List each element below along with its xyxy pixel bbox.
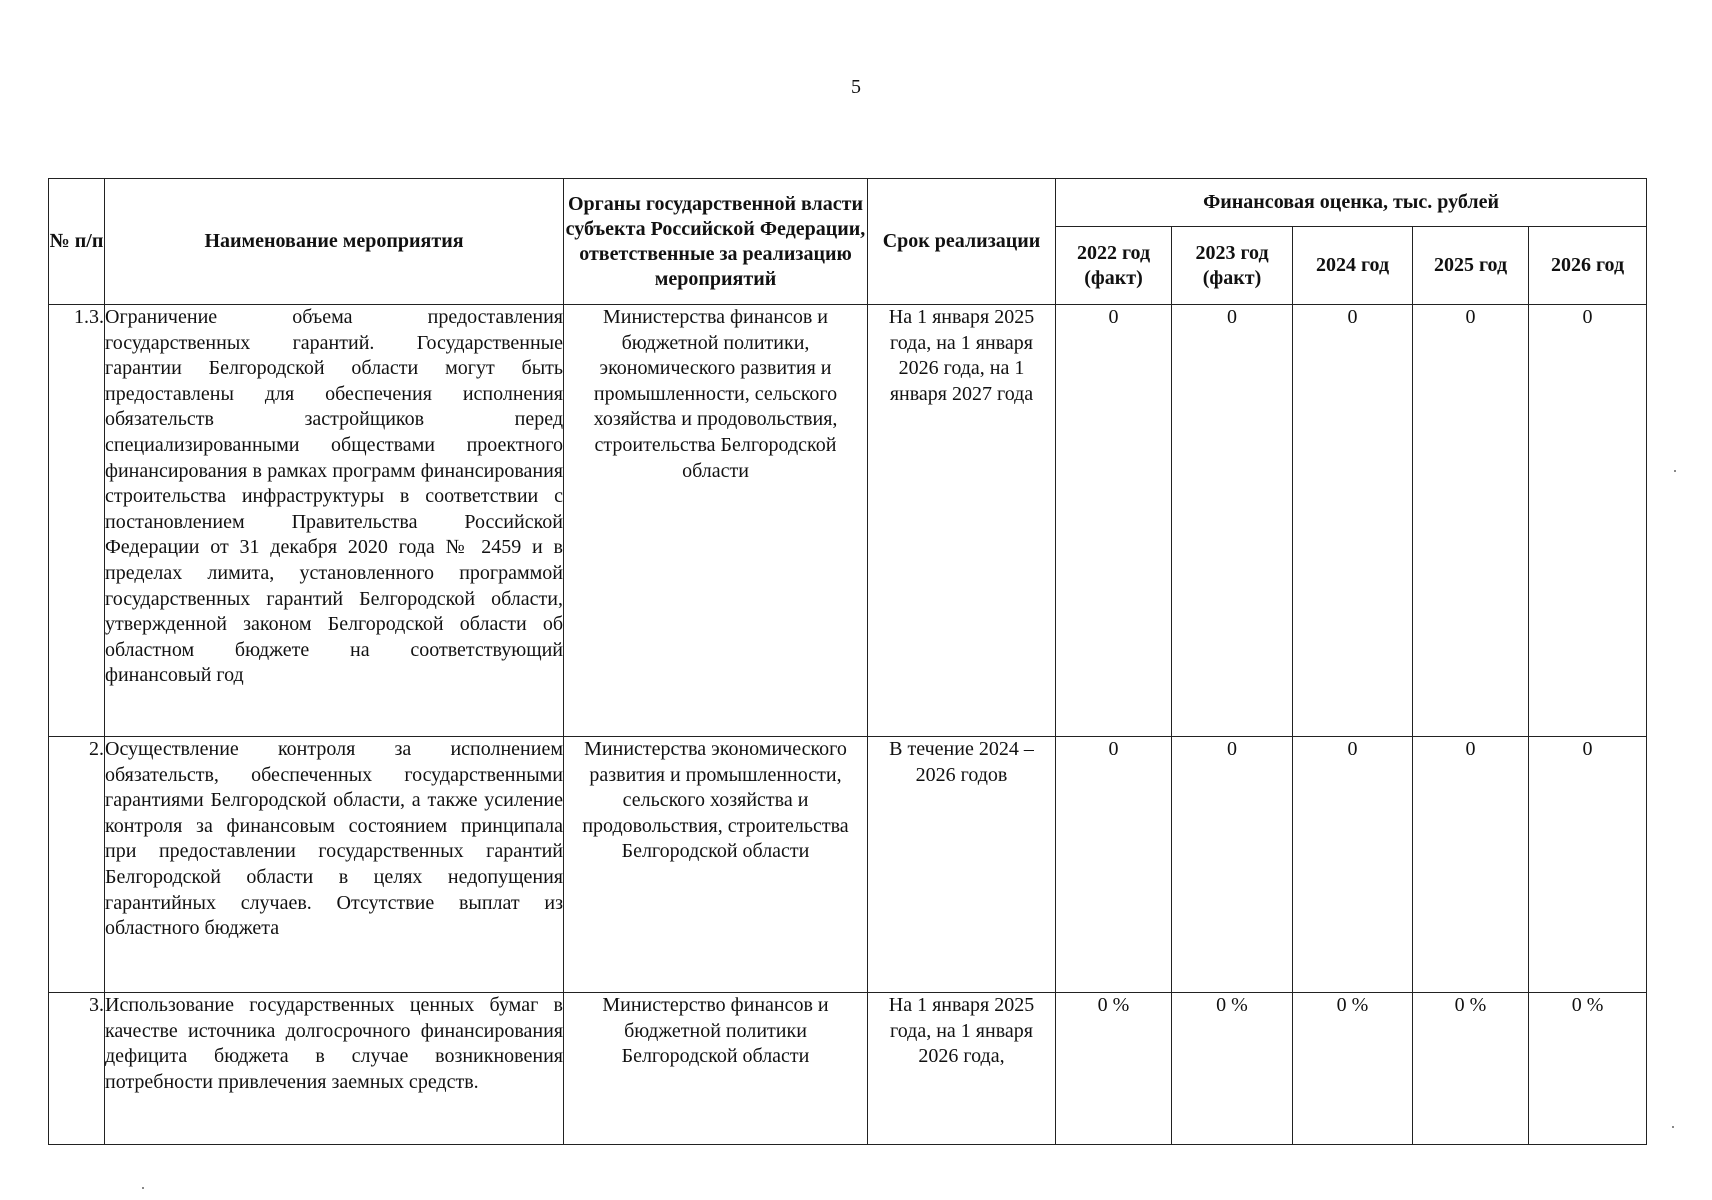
row-value-2026: 0 <box>1529 305 1647 737</box>
header-year-2024: 2024 год <box>1293 227 1413 305</box>
row-term: На 1 января 2025 года, на 1 января 2026 года, <box>868 993 1056 1145</box>
header-year-2026: 2026 год <box>1529 227 1647 305</box>
row-value-2024: 0 % <box>1293 993 1413 1145</box>
row-value-2024: 0 <box>1293 305 1413 737</box>
row-value-2023: 0 <box>1172 737 1293 993</box>
row-measure-name: Использование государственных ценных бумаг в качестве источника долгосрочного финансирования дефицита бюджета в случае возникновения потребности привлечения заемных средств. <box>105 993 564 1145</box>
scan-speck <box>1672 1126 1674 1128</box>
row-value-2023: 0 % <box>1172 993 1293 1145</box>
row-num: 1.3. <box>49 305 105 737</box>
row-value-2025: 0 % <box>1413 993 1529 1145</box>
scan-speck <box>142 1187 144 1189</box>
row-value-2026: 0 <box>1529 737 1647 993</box>
header-finance: Финансовая оценка, тыс. рублей <box>1056 179 1647 227</box>
row-term: В течение 2024 – 2026 годов <box>868 737 1056 993</box>
row-value-2022: 0 <box>1056 737 1172 993</box>
row-value-2025: 0 <box>1413 737 1529 993</box>
table-row <box>49 305 1647 737</box>
header-org: Органы государственной власти субъекта Российской Федерации, ответственные за реализацию мероприятий <box>564 179 868 305</box>
table-row <box>49 993 1647 1145</box>
row-value-2024: 0 <box>1293 737 1413 993</box>
header-term: Срок реализации <box>868 179 1056 305</box>
row-responsible-org: Министерства экономического развития и промышленности, сельского хозяйства и продовольствия, строительства Белгородской области <box>564 737 868 993</box>
header-year-2022: 2022 год (факт) <box>1056 227 1172 305</box>
row-term: На 1 января 2025 года, на 1 января 2026 года, на 1 января 2027 года <box>868 305 1056 737</box>
row-value-2022: 0 % <box>1056 993 1172 1145</box>
row-value-2026: 0 % <box>1529 993 1647 1145</box>
row-num: 2. <box>49 737 105 993</box>
scan-speck <box>1674 470 1676 472</box>
row-responsible-org: Министерство финансов и бюджетной политики Белгородской области <box>564 993 868 1145</box>
measures-table <box>48 178 1647 1145</box>
row-measure-name: Ограничение объема предоставления государственных гарантий. Государственные гарантии Белгородской области могут быть предоставлены для обеспечения исполнения обязательств застройщиков перед специализированными обществами проектного финансирования в рамках программ финансирования строительства инфраструктуры в соответствии с постановлением Правительства Российской Федерации от 31 декабря 2020 года № 2459 и в пределах лимита, установленного программой государственных гарантий Белгородской области, утвержденной законом Белгородской области об областном бюджете на соответствующий финансовый год <box>105 305 564 737</box>
header-name: Наименование мероприятия <box>105 179 564 305</box>
header-year-2023: 2023 год (факт) <box>1172 227 1293 305</box>
table-row <box>49 737 1647 993</box>
row-value-2025: 0 <box>1413 305 1529 737</box>
row-value-2023: 0 <box>1172 305 1293 737</box>
row-responsible-org: Министерства финансов и бюджетной политики, экономического развития и промышленности, сельского хозяйства и продовольствия, строительства Белгородской области <box>564 305 868 737</box>
page-number: 5 <box>851 76 861 98</box>
header-num: № п/п <box>49 179 105 305</box>
header-year-2025: 2025 год <box>1413 227 1529 305</box>
row-measure-name: Осуществление контроля за исполнением обязательств, обеспеченных государственными гарантиями Белгородской области, а также усиление контроля за финансовым состоянием принципала при предоставлении государственных гарантий Белгородской области в целях недопущения гарантийных случаев. Отсутствие выплат из областного бюджета <box>105 737 564 993</box>
row-value-2022: 0 <box>1056 305 1172 737</box>
row-num: 3. <box>49 993 105 1145</box>
